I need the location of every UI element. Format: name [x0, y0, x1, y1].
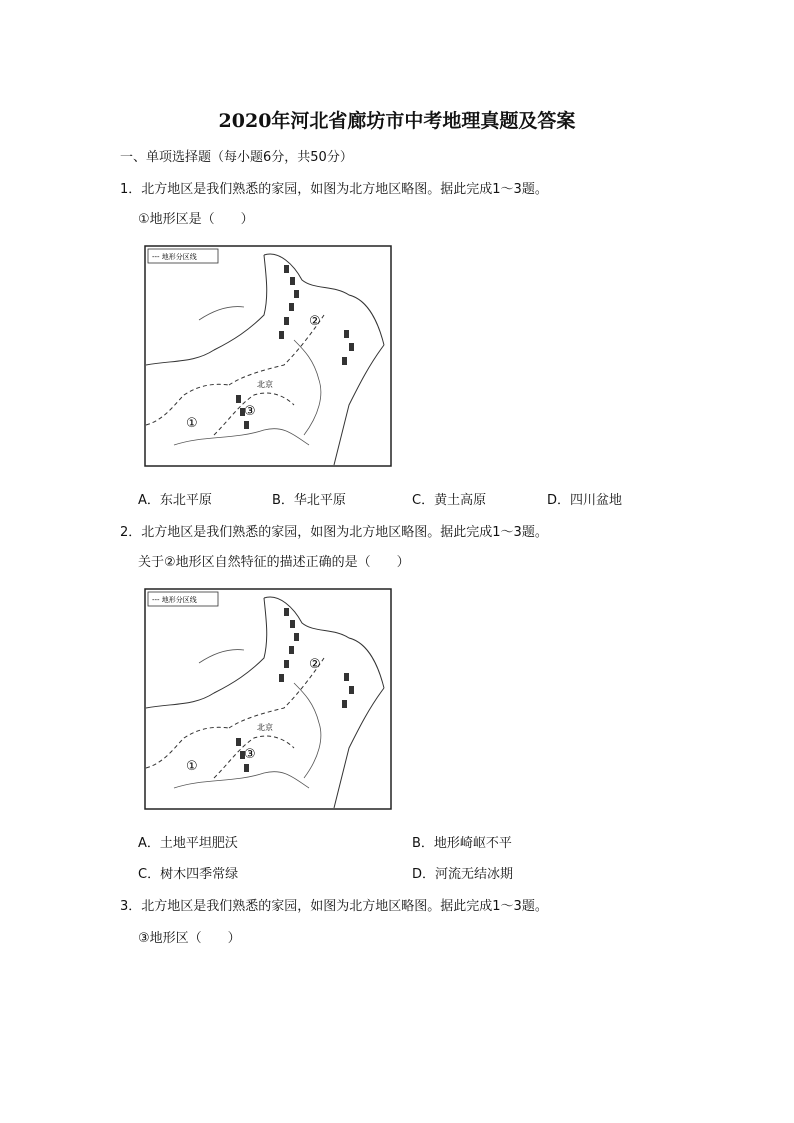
region-2-label: ②: [309, 314, 321, 329]
region-2-label: ②: [309, 657, 321, 672]
map-legend: --- 地形分区线: [152, 253, 197, 261]
label-beijing: 北京: [257, 723, 273, 732]
region-1-label: ①: [186, 759, 198, 774]
region-3-label: ③: [244, 404, 256, 419]
question-2-prompt: 关于②地形区自然特征的描述正确的是（ ）: [138, 555, 410, 570]
q1-option-a: A．东北平原: [138, 493, 212, 508]
q2-option-a: A．土地平坦肥沃: [138, 836, 238, 851]
q2-option-c: C．树木四季常绿: [138, 867, 239, 882]
page-title: 2020年河北省廊坊市中考地理真题及答案: [218, 110, 576, 132]
q1-option-b: B．华北平原: [272, 493, 346, 508]
q1-option-d: D．四川盆地: [547, 493, 623, 508]
question-1-prompt: ①地形区是（ ）: [138, 212, 254, 227]
q2-option-b: B．地形崎岖不平: [412, 836, 512, 851]
region-1-label: ①: [186, 416, 198, 431]
question-2-stem: 2．北方地区是我们熟悉的家园，如图为北方地区略图。据此完成1～3题。: [120, 525, 548, 540]
question-3-prompt: ③地形区（ ）: [138, 931, 241, 946]
map-legend: --- 地形分区线: [152, 596, 197, 604]
map-figure-2: [144, 588, 392, 810]
north-china-map-2: [144, 588, 392, 810]
region-3-label: ③: [244, 747, 256, 762]
north-china-map-1: [144, 245, 392, 467]
q1-option-c: C．黄土高原: [412, 493, 487, 508]
label-beijing: 北京: [257, 380, 273, 389]
question-1-stem: 1．北方地区是我们熟悉的家园，如图为北方地区略图。据此完成1～3题。: [120, 182, 548, 197]
section-heading: 一、单项选择题（每小题6分，共50分）: [120, 150, 353, 165]
q2-option-d: D．河流无结冰期: [412, 867, 514, 882]
question-3-stem: 3．北方地区是我们熟悉的家园，如图为北方地区略图。据此完成1～3题。: [120, 899, 548, 914]
map-figure-1: [144, 245, 392, 467]
